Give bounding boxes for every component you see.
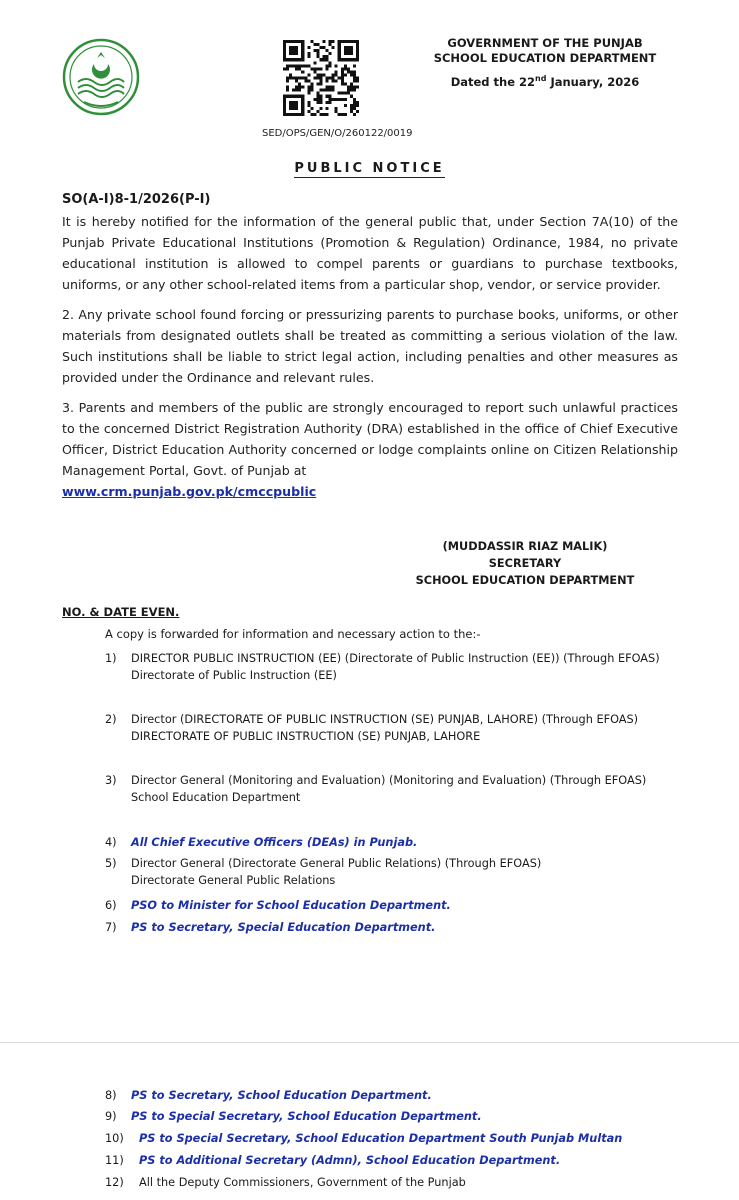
distribution-item-body: [139, 1130, 685, 1147]
distribution-item-body: [131, 897, 685, 914]
distribution-item-text: PS to Secretary, Special Education Department.: [131, 921, 436, 934]
distribution-item-subtext: Directorate of Public Instruction (EE): [131, 669, 337, 682]
distribution-item-body: [131, 650, 685, 684]
distribution-item-body: [131, 1087, 685, 1104]
distribution-item-number: 10): [105, 1132, 124, 1145]
paragraph-1: It is hereby notified for the information of the general public that, under Section 7A(10) of the Punjab Private Educational Institutions (Promotion & Regulation) Ordinance, 1984, no private educational institution is allowed to compel parents or guardians to purchase textbooks, uniforms, or any other school-related items from a particular shop, vendor, or service provider.: [62, 214, 678, 292]
distribution-item: [105, 855, 685, 889]
page-title: PUBLIC NOTICE: [294, 161, 445, 176]
distribution-item-subtext: School Education Department: [131, 791, 301, 804]
distribution-item: [105, 919, 685, 936]
distribution-item-body: [131, 711, 685, 745]
distribution-item-text: PS to Secretary, School Education Department.: [131, 1089, 432, 1102]
complaint-portal-link[interactable]: www.crm.punjab.gov.pk/cmccpublic: [62, 484, 317, 499]
signatory-designation: SECRETARY: [488, 557, 562, 570]
distribution-item-text: PS to Special Secretary, School Education Department South Punjab Multan: [139, 1132, 623, 1145]
distribution-item: [105, 1174, 685, 1191]
distribution-item-body: [131, 919, 685, 936]
distribution-item-text: All Chief Executive Officers (DEAs) in Punjab.: [131, 836, 418, 849]
distribution-item-body: [139, 1152, 685, 1169]
distribution-item-body: [139, 1174, 685, 1191]
distribution-item-text: PS to Special Secretary, School Education Department.: [131, 1110, 482, 1123]
distribution-item-body: [131, 855, 685, 889]
distribution-item-subtext: DIRECTORATE OF PUBLIC INSTRUCTION (SE) PUNJAB, LAHORE: [131, 730, 481, 743]
distribution-item-body: [131, 772, 685, 806]
qr-code-icon: [283, 40, 359, 116]
distribution-heading: NO. & DATE EVEN.: [62, 605, 180, 619]
distribution-item: [105, 772, 685, 806]
distribution-item-number: 2): [105, 713, 117, 726]
page-separator: [0, 1042, 739, 1043]
issuer-department: SCHOOL EDUCATION DEPARTMENT: [433, 51, 657, 65]
distribution-intro: A copy is forwarded for information and necessary action to the:-: [105, 627, 481, 641]
paragraph-3: 3. Parents and members of the public are strongly encouraged to report such unlawful practices to the concerned District Registration Authority (DRA) established in the office of Chief Executive Officer, District Education Authority concerned or lodge complaints online on Citizen Relationship Management Portal, Govt. of Punjab at www.crm.punjab.gov.pk/cmccpublic: [62, 400, 678, 499]
distribution-item-text: DIRECTOR PUBLIC INSTRUCTION (EE) (Directorate of Public Instruction (EE)) (Through EFOAS): [131, 652, 660, 665]
distribution-item-number: 8): [105, 1089, 117, 1102]
issuer-block: [420, 36, 670, 90]
distribution-item: [105, 1108, 685, 1125]
distribution-item-number: 5): [105, 857, 117, 870]
distribution-item: [105, 711, 685, 745]
signatory-name: (MUDDASSIR RIAZ MALIK): [442, 540, 608, 553]
distribution-item-number: 7): [105, 921, 117, 934]
signature-block: [395, 538, 655, 589]
distribution-item-text: PSO to Minister for School Education Department.: [131, 899, 451, 912]
distribution-item: [105, 897, 685, 914]
paragraph-2: 2. Any private school found forcing or pressurizing parents to purchase books, uniforms, or other materials from designated outlets shall be treated as committing a serious violation of the law. Such institutions shall be liable to strict legal action, including penalties and other measures as provided under the Ordinance and relevant rules.: [62, 307, 678, 385]
so-number: SO(A-I)8-1/2026(P-I): [62, 192, 211, 207]
distribution-item-subtext: Directorate General Public Relations: [131, 874, 336, 887]
punjab-seal-icon: [62, 38, 140, 116]
distribution-item-text: Director General (Monitoring and Evaluation) (Monitoring and Evaluation) (Through EFOAS): [131, 774, 647, 787]
distribution-item-text: Director (DIRECTORATE OF PUBLIC INSTRUCTION (SE) PUNJAB, LAHORE) (Through EFOAS): [131, 713, 639, 726]
distribution-item-number: 6): [105, 899, 117, 912]
distribution-item-text: All the Deputy Commissioners, Government of the Punjab: [139, 1176, 466, 1189]
issue-date: Dated the 22nd January, 2026: [450, 74, 640, 89]
reference-number: SED/OPS/GEN/O/260122/0019: [262, 128, 413, 139]
distribution-item: [105, 834, 685, 851]
distribution-item-text: Director General (Directorate General Public Relations) (Through EFOAS): [131, 857, 542, 870]
distribution-item: [105, 1087, 685, 1104]
distribution-item: [105, 1130, 685, 1147]
distribution-item-body: [131, 834, 685, 851]
distribution-item-number: 9): [105, 1110, 117, 1123]
distribution-item-number: 4): [105, 836, 117, 849]
issuer-government: GOVERNMENT OF THE PUNJAB: [447, 36, 643, 50]
distribution-item-number: 1): [105, 652, 117, 665]
signatory-department: SCHOOL EDUCATION DEPARTMENT: [415, 574, 635, 587]
distribution-item: [105, 1152, 685, 1169]
distribution-item-text: PS to Additional Secretary (Admn), School Education Department.: [139, 1154, 561, 1167]
distribution-item-body: [131, 1108, 685, 1125]
distribution-item-number: 12): [105, 1176, 124, 1189]
distribution-item: [105, 650, 685, 684]
distribution-item-number: 3): [105, 774, 117, 787]
distribution-item-number: 11): [105, 1154, 124, 1167]
